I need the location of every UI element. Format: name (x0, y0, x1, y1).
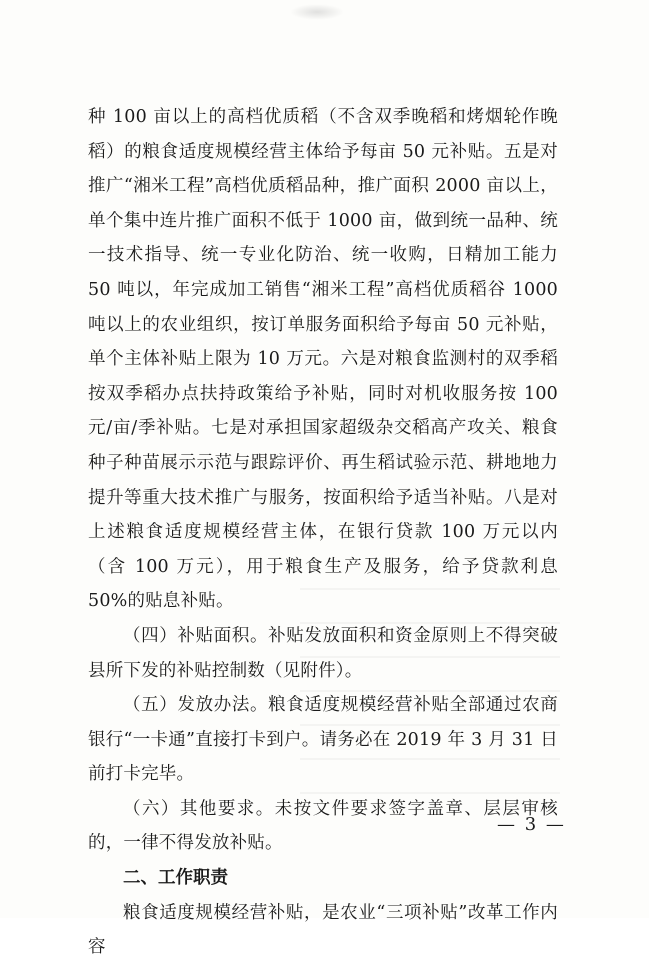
paragraph-other-requirements: （六）其他要求。未按文件要求签字盖章、层层审核的，一律不得发放补贴。 (88, 798, 558, 854)
paragraph-subsidy-area: （四）补贴面积。补贴发放面积和资金原则上不得突破县所下发的补贴控制数（见附件）。 (88, 625, 558, 681)
document-body (88, 100, 558, 965)
page-number: — 3 — (497, 814, 566, 835)
faded-header-mark (290, 4, 344, 20)
paragraph-work-duties-intro: 粮食适度规模经营补贴，是农业“三项补贴”改革工作内容 (88, 902, 558, 958)
paragraph-subsidy-details: 种 100 亩以上的高档优质稻（不含双季晚稻和烤烟轮作晚稻）的粮食适度规模经营主体给予每亩 50 元补贴。五是对推广“湘米工程”高档优质稻品种，推广面积 2000 亩以上，单个集中连片推广面积不低于 1000 亩，做到统一品种、统一技术指导、统一专业化防治、统一收购，日精加工能力 50 吨以，年完成加工销售“湘米工程”高档优质稻谷 1000 吨以上的农业组织，按订单服务面积给予每亩 50 元补贴，单个主体补贴上限为 10 万元。六是对粮食监测村的双季稻按双季稻办点扶持政策给予补贴，同时对机收服务按 100 元/亩/季补贴。七是对承担国家超级杂交稻高产攻关、粮食种子种苗展示示范与跟踪评价、再生稻试验示范、耕地地力提升等重大技术推广与服务，按面积给予适当补贴。八是对上述粮食适度规模经营主体，在银行贷款 100 万元以内（含 100 万元），用于粮食生产及服务，给予贷款利息 50%的贴息补贴。 (88, 107, 558, 612)
paragraph-distribution-method: （五）发放办法。粮食适度规模经营补贴全部通过农商银行“一卡通”直接打卡到户。请务必在 2019 年 3 月 31 日前打卡完毕。 (88, 695, 558, 785)
section-heading-work-duties: 二、工作职责 (123, 868, 228, 889)
